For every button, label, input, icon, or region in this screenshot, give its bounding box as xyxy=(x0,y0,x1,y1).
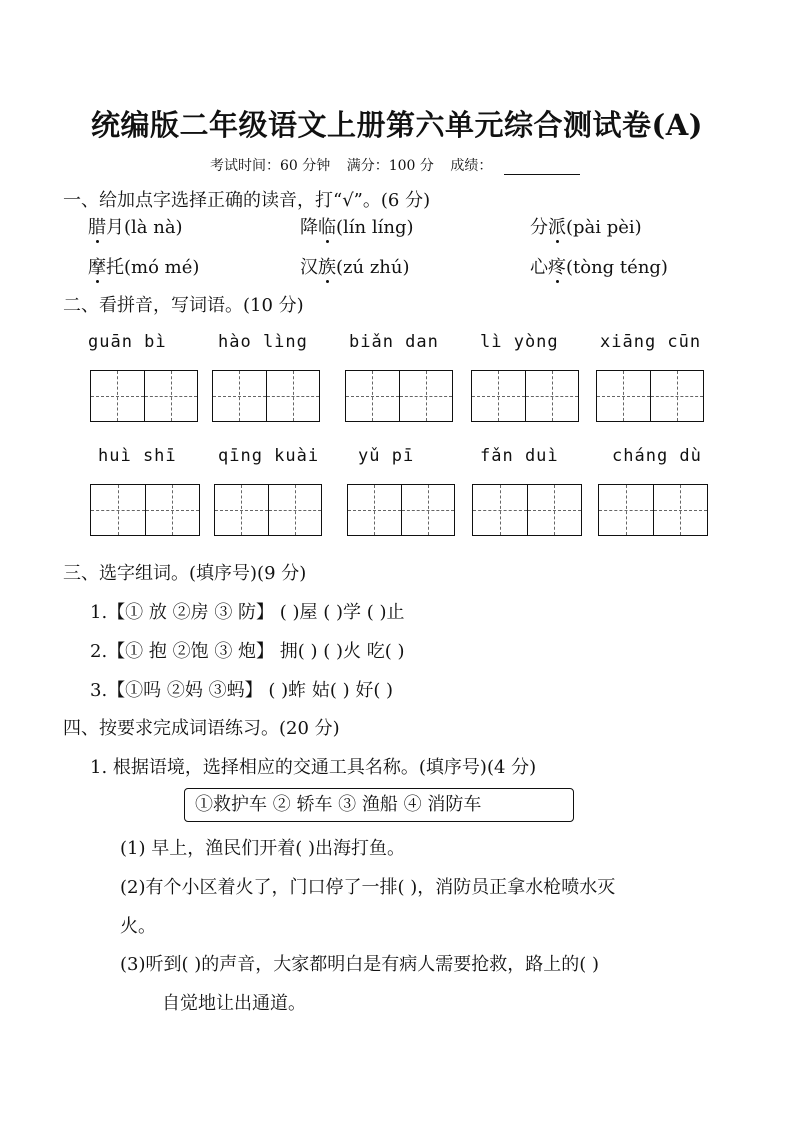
question-1-prompt: 1. 根据语境，选择相应的交通工具名称。(填序号)(4 分) xyxy=(90,757,537,778)
pinyin-label: huì shī xyxy=(98,446,177,466)
page-title: 统编版二年级语文上册第六单元综合测试卷(A) xyxy=(91,108,703,142)
writing-grid[interactable] xyxy=(598,484,708,536)
writing-grid[interactable] xyxy=(471,370,579,422)
reading-item[interactable]: 汉族(zú zhú) xyxy=(300,253,410,279)
pinyin-label: hào lìng xyxy=(218,332,308,352)
pinyin-label: fǎn duì xyxy=(480,446,559,466)
pinyin-label: yǔ pī xyxy=(358,446,415,466)
pinyin-label: xiāng cūn xyxy=(600,332,702,352)
section-3-heading: 三、选字组词。(填序号)(9 分) xyxy=(63,563,307,584)
writing-grid[interactable] xyxy=(90,370,198,422)
sentence-2[interactable]: (2)有个小区着火了，门口停了一排( )，消防员正拿水枪喷水灭 xyxy=(120,877,616,898)
full-score: 满分：100 分 xyxy=(346,158,434,174)
sentence-3[interactable]: (3)听到( )的声音，大家都明白是有病人需要抢救，路上的( ) xyxy=(120,954,600,975)
options-box: ①救护车 ② 轿车 ③ 渔船 ④ 消防车 xyxy=(184,788,574,822)
writing-grid[interactable] xyxy=(90,484,200,536)
section-1-heading: 一、给加点字选择正确的读音，打“√”。(6 分) xyxy=(63,190,431,211)
section-4-heading: 四、按要求完成词语练习。(20 分) xyxy=(63,718,340,739)
writing-grid[interactable] xyxy=(596,370,704,422)
writing-grid[interactable] xyxy=(212,370,320,422)
word-choice-line[interactable]: 3.【①吗 ②妈 ③蚂】 ( )蚱 姑( ) 好( ) xyxy=(90,680,394,701)
pinyin-label: qīng kuài xyxy=(218,446,320,466)
pinyin-label: cháng dù xyxy=(612,446,702,466)
word-choice-line[interactable]: 1.【① 放 ②房 ③ 防】 ( )屋 ( )学 ( )止 xyxy=(90,602,405,623)
score-label: 成绩： xyxy=(450,158,493,174)
writing-grid[interactable] xyxy=(347,484,455,536)
reading-item[interactable]: 降临(lín líng) xyxy=(300,213,414,239)
section-2-heading: 二、看拼音，写词语。(10 分) xyxy=(63,295,304,316)
word-choice-line[interactable]: 2.【① 抱 ②饱 ③ 炮】 拥( ) ( )火 吃( ) xyxy=(90,641,405,662)
exam-info xyxy=(210,155,592,175)
reading-item[interactable]: 心疼(tòng téng) xyxy=(530,253,668,279)
writing-grid[interactable] xyxy=(345,370,453,422)
reading-item[interactable]: 摩托(mó mé) xyxy=(88,253,199,279)
pinyin-label: guān bì xyxy=(88,332,167,352)
score-blank[interactable] xyxy=(504,160,580,175)
exam-time: 考试时间：60 分钟 xyxy=(210,158,331,174)
pinyin-label: lì yòng xyxy=(480,332,559,352)
reading-item[interactable]: 腊月(là nà) xyxy=(88,213,183,239)
reading-item[interactable]: 分派(pài pèi) xyxy=(530,213,642,239)
pinyin-label: biǎn dan xyxy=(349,332,439,352)
sentence-1[interactable]: (1) 早上，渔民们开着( )出海打鱼。 xyxy=(120,838,405,859)
writing-grid[interactable] xyxy=(214,484,322,536)
sentence-3-cont: 自觉地让出通道。 xyxy=(162,993,306,1014)
writing-grid[interactable] xyxy=(472,484,582,536)
sentence-2-cont: 火。 xyxy=(120,916,156,937)
